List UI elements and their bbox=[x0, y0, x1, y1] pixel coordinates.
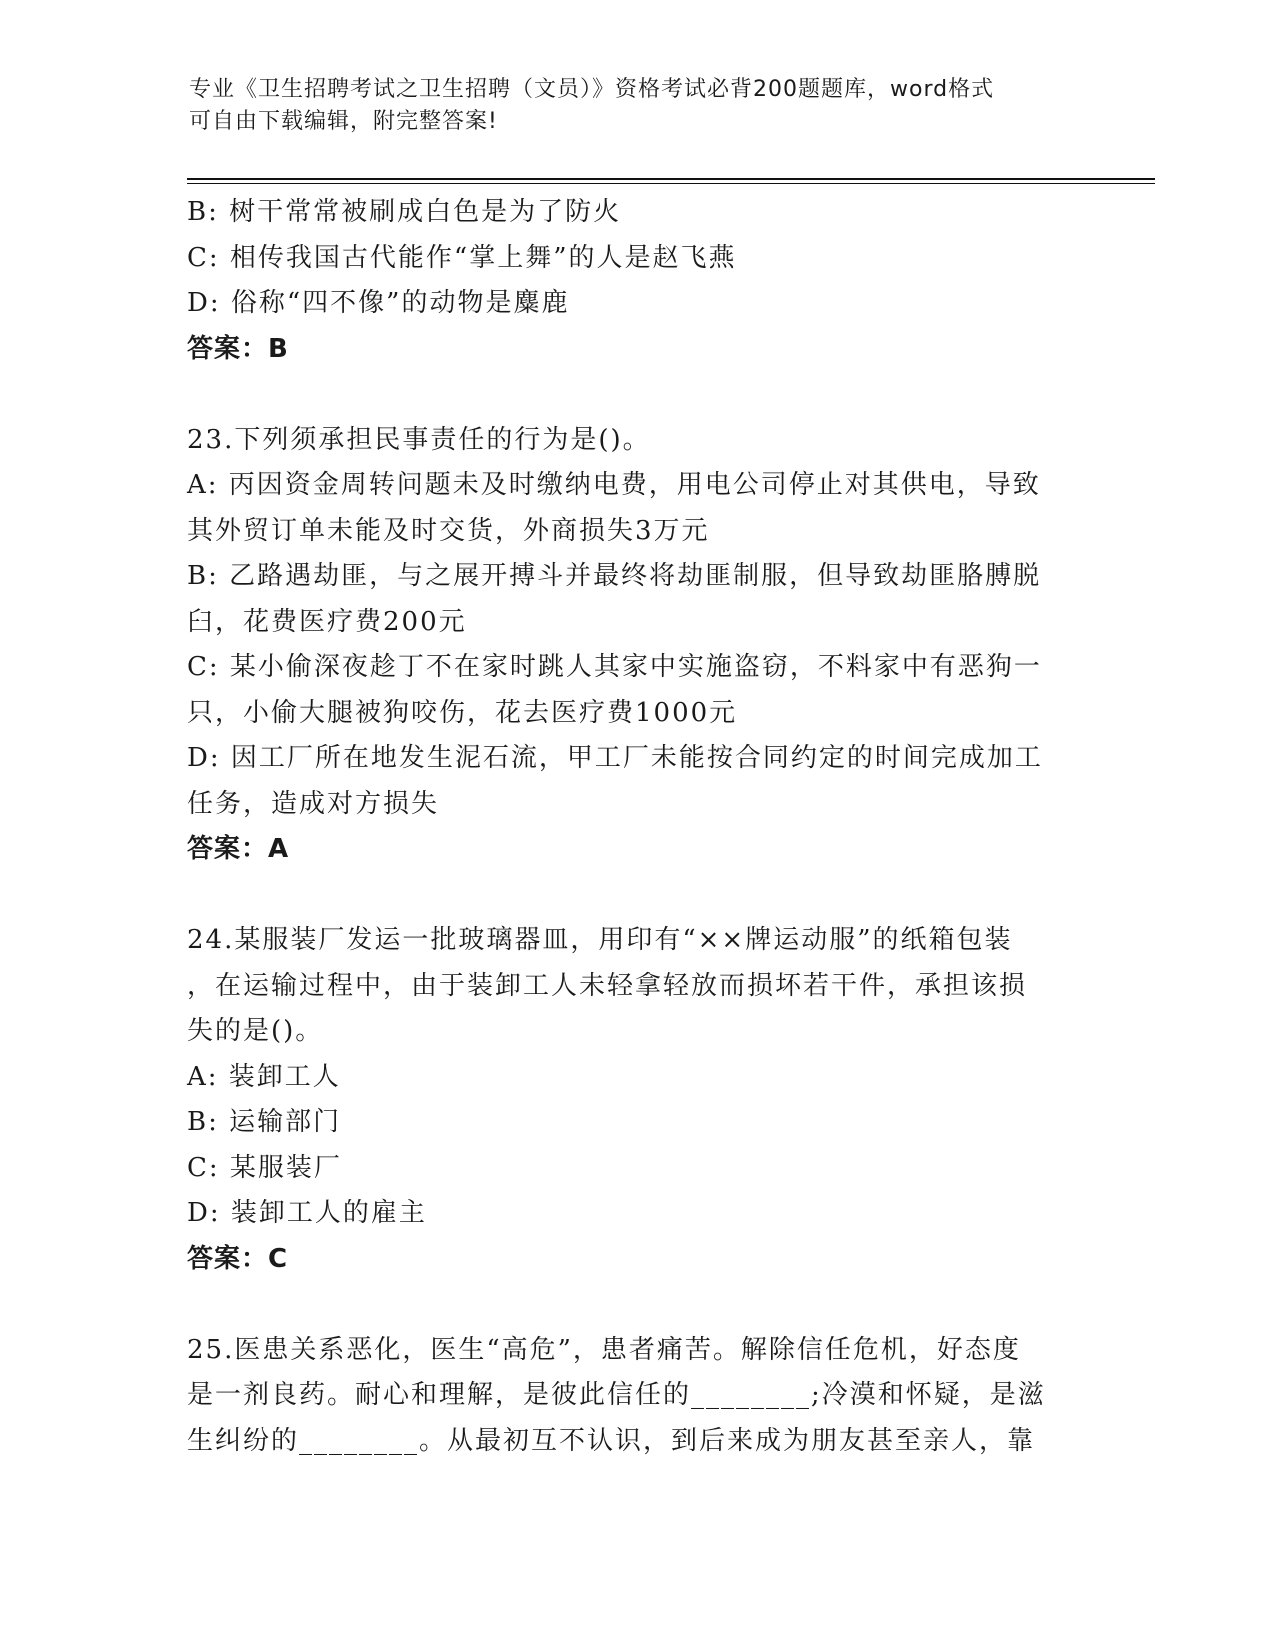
question-24 bbox=[187, 918, 1087, 1282]
q24-stem-line-2: ，在运输过程中，由于装卸工人未轻拿轻放而损坏若干件，承担该损 bbox=[187, 970, 1028, 1001]
q24-stem-line-3: 失的是()。 bbox=[187, 1016, 324, 1046]
q22-option-b: B: 树干常常被刷成白色是为了防火 bbox=[187, 197, 622, 227]
q23-option-c-line-2: 只，小偷大腿被狗咬伤，花去医疗费1000元 bbox=[187, 697, 738, 728]
question-25 bbox=[187, 1328, 1087, 1465]
q23-option-d-line-1: D: 因工厂所在地发生泥石流，甲工厂未能按合同约定的时间完成加工 bbox=[187, 743, 1043, 773]
q22-answer: 答案：B bbox=[187, 333, 289, 364]
q22-option-c: C: 相传我国古代能作“掌上舞”的人是赵飞燕 bbox=[187, 242, 737, 273]
q25-stem-line-1: 25.医患关系恶化，医生“高危”，患者痛苦。解除信任危机，好态度 bbox=[187, 1334, 1021, 1365]
q25-stem-line-3: 生纠纷的________。从最初互不认识，到后来成为朋友甚至亲人，靠 bbox=[187, 1425, 1036, 1456]
q24-option-c: C: 某服装厂 bbox=[187, 1152, 342, 1183]
q22-option-d: D: 俗称“四不像”的动物是麋鹿 bbox=[187, 288, 570, 318]
q23-option-b-line-1: B: 乙路遇劫匪，与之展开搏斗并最终将劫匪制服，但导致劫匪胳膊脱 bbox=[187, 561, 1042, 591]
header-line-2: 可自由下载编辑，附完整答案! bbox=[189, 109, 498, 134]
q24-option-b: B: 运输部门 bbox=[187, 1107, 342, 1137]
q23-answer: 答案：A bbox=[187, 834, 290, 864]
spacer bbox=[187, 1282, 1087, 1328]
spacer bbox=[187, 372, 1087, 418]
header-rule-thick bbox=[187, 178, 1155, 180]
spacer bbox=[187, 873, 1087, 919]
q23-option-a-line-2: 其外贸订单未能及时交货，外商损失3万元 bbox=[187, 515, 710, 546]
header-rule-thin bbox=[187, 183, 1155, 184]
q24-option-a: A: 装卸工人 bbox=[187, 1061, 341, 1092]
q24-answer: 答案：C bbox=[187, 1243, 289, 1274]
q24-option-d: D: 装卸工人的雇主 bbox=[187, 1198, 427, 1228]
q25-stem-line-2: 是一剂良药。耐心和理解，是彼此信任的________;冷漠和怀疑，是滋 bbox=[187, 1380, 1046, 1410]
q23-option-b-line-2: 臼，花费医疗费200元 bbox=[187, 606, 467, 637]
q24-stem-line-1: 24.某服装厂发运一批玻璃器皿，用印有“××牌运动服”的纸箱包装 bbox=[187, 925, 1013, 955]
q23-option-a-line-1: A: 丙因资金周转问题未及时缴纳电费，用电公司停止对其供电，导致 bbox=[187, 470, 1041, 500]
q23-option-c-line-1: C: 某小偷深夜趁丁不在家时跳人其家中实施盗窃，不料家中有恶狗一 bbox=[187, 652, 1042, 682]
document-header bbox=[189, 74, 1089, 138]
q23-stem: 23.下列须承担民事责任的行为是()。 bbox=[187, 424, 651, 455]
header-line-1: 专业《卫生招聘考试之卫生招聘（文员）》资格考试必背200题题库，word格式 bbox=[189, 77, 995, 102]
question-23 bbox=[187, 418, 1087, 873]
document-body bbox=[187, 190, 1087, 1464]
question-22 bbox=[187, 190, 1087, 372]
q23-option-d-line-2: 任务，造成对方损失 bbox=[187, 788, 440, 819]
